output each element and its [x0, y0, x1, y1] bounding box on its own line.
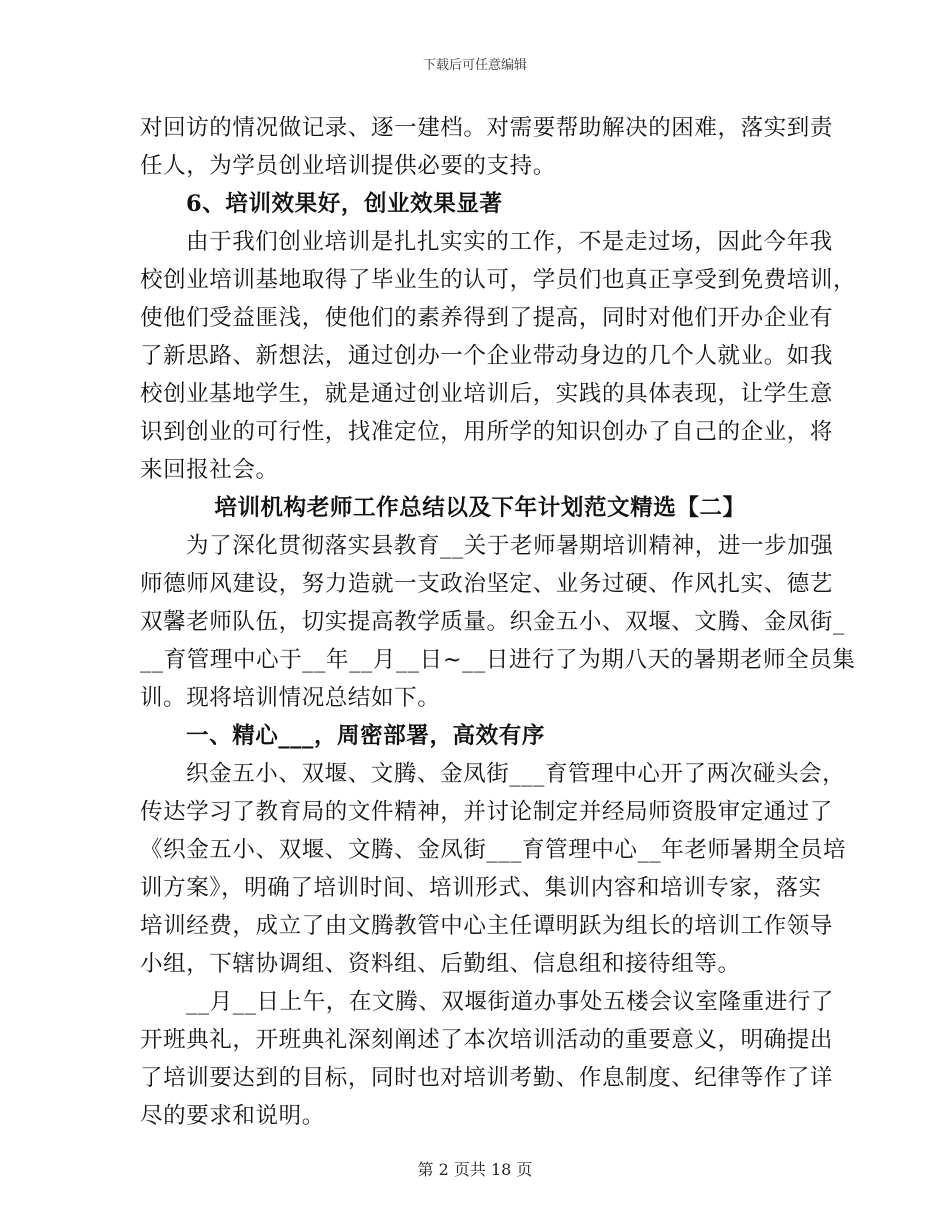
body-line: 对回访的情况做记录、逐一建档。对需要帮助解决的困难，落实到责: [140, 115, 834, 141]
body-line: 小组，下辖协调组、资料组、后勤组、信息组和接待组等。: [140, 951, 741, 977]
body-line: 尽的要求和说明。: [140, 1103, 325, 1129]
body-line: 由于我们创业培训是扎扎实实的工作，不是走过场，因此今年我: [186, 229, 833, 255]
body-line: 了新思路、新想法，通过创办一个企业带动身边的几个人就业。如我: [140, 343, 834, 369]
page-header: 下载后可任意编辑: [422, 58, 527, 73]
document-title: 培训机构老师工作总结以及下年计划范文精选【二】: [214, 495, 746, 521]
body-line: 训方案》，明确了培训时间、培训形式、集训内容和培训专家，落实: [140, 875, 822, 901]
body-line: 为了深化贯彻落实县教育__关于老师暑期培训精神，进一步加强: [186, 533, 834, 559]
section-heading: 6、培训效果好，创业效果显著: [186, 191, 503, 217]
body-line: 织金五小、双堰、文腾、金凤街___育管理中心开了两次碰头会，: [186, 761, 846, 787]
body-line: 使他们受益匪浅，使他们的素养得到了提高，同时对他们开办企业有: [140, 305, 834, 331]
body-line: 任人，为学员创业培训提供必要的支持。: [140, 153, 556, 179]
body-line: 校创业基地学生，就是通过创业培训后，实践的具体表现，让学生意: [140, 381, 834, 407]
body-line: 了培训要达到的目标，同时也对培训考勤、作息制度、纪律等作了详: [140, 1065, 834, 1091]
body-line: 双馨老师队伍，切实提高教学质量。织金五小、双堰、文腾、金凤街_: [140, 609, 845, 635]
body-line: __月__日上午，在文腾、双堰街道办事处五楼会议室隆重进行了: [186, 989, 835, 1015]
body-line: 识到创业的可行性，找准定位，用所学的知识创办了自己的企业，将: [140, 419, 834, 445]
body-line: 校创业培训基地取得了毕业生的认可，学员们也真正享受到免费培训，: [140, 267, 857, 293]
page-footer: 第 2 页共 18 页: [417, 1160, 533, 1179]
body-line: 师德师风建设，努力造就一支政治坚定、业务过硬、作风扎实、德艺: [140, 571, 834, 597]
body-line: 传达学习了教育局的文件精神，并讨论制定并经局师资股审定通过了: [140, 799, 834, 825]
body-line: 《织金五小、双堰、文腾、金凤街___育管理中心__年老师暑期全员培: [140, 837, 847, 863]
body-line: 训。现将培训情况总结如下。: [140, 685, 441, 711]
section-heading: 一、精心___，周密部署，高效有序: [186, 723, 545, 749]
body-line: 培训经费，成立了由文腾教管中心主任谭明跃为组长的培训工作领导: [140, 913, 834, 939]
body-line: 来回报社会。: [140, 457, 279, 483]
body-line: 开班典礼，开班典礼深刻阐述了本次培训活动的重要意义，明确提出: [140, 1027, 834, 1053]
body-line: __育管理中心于__年__月__日~__日进行了为期八天的暑期老师全员集: [140, 647, 856, 673]
